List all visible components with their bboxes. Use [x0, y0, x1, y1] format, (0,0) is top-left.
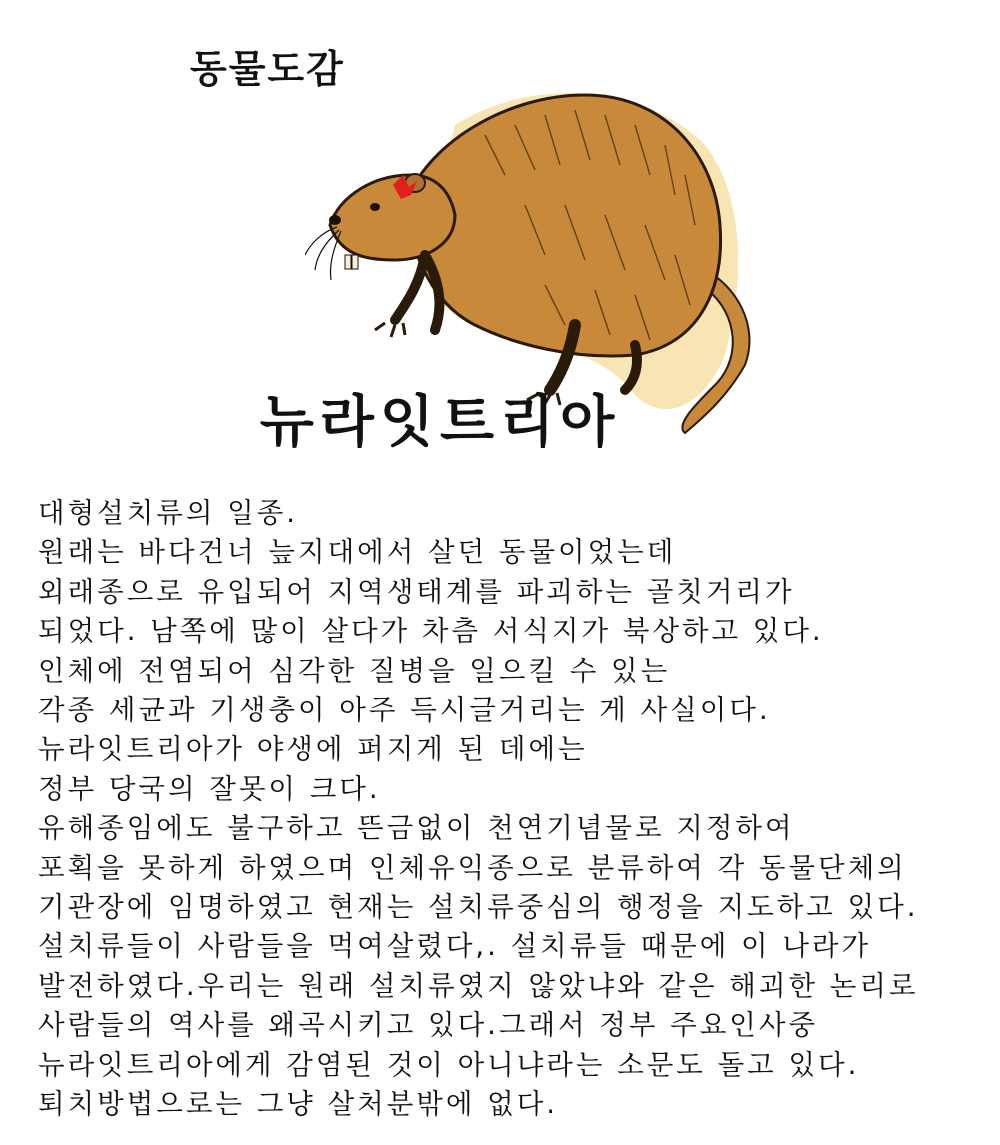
description-line: 각종 세균과 기생충이 아주 득시글거리는 게 사실이다.: [38, 694, 771, 727]
description-line: 유해종임에도 불구하고 뜬금없이 천연기념물로 지정하여: [38, 812, 795, 845]
description-line: 뉴라잇트리아가 야생에 퍼지게 된 데에는: [38, 733, 588, 766]
description-line: 인체에 전염되어 심각한 질병을 일으킬 수 있는: [38, 654, 671, 687]
description-line: 발전하였다.우리는 원래 설치류였지 않았냐와 같은 해괴한 논리로: [38, 969, 919, 1002]
description-line: 사람들의 역사를 왜곡시키고 있다.그래서 정부 주요인사중: [38, 1009, 819, 1042]
description-line: 퇴치방법으로는 그냥 살처분밖에 없다.: [38, 1088, 559, 1121]
description-line: 기관장에 임명하였고 현재는 설치류중심의 행정을 지도하고 있다.: [38, 891, 919, 924]
description-line: 포획을 못하게 하였으며 인체유익종으로 분류하여 각 동물단체의: [38, 851, 907, 884]
description-line: 원래는 바다건너 늪지대에서 살던 동물이었는데: [38, 536, 677, 569]
description-line: 대형설치류의 일종.: [38, 497, 299, 529]
description-line: 외래종으로 유입되어 지역생태계를 파괴하는 골칫거리가: [38, 575, 795, 608]
header-label: 동물도감: [190, 47, 345, 91]
description: [38, 494, 988, 1125]
description-line: 정부 당국의 잘못이 크다.: [38, 772, 381, 805]
description-line: 뉴라잇트리아에게 감염된 것이 아니냐라는 소문도 돌고 있다.: [38, 1048, 860, 1081]
description-line: 설치류들이 사람들을 먹여살렸다,. 설치류들 때문에 이 나라가: [38, 930, 872, 963]
description-line: 되었다. 남쪽에 많이 살다가 차츰 서식지가 북상하고 있다.: [38, 615, 824, 648]
animal-name: 뉴라잇트리아: [259, 390, 621, 455]
